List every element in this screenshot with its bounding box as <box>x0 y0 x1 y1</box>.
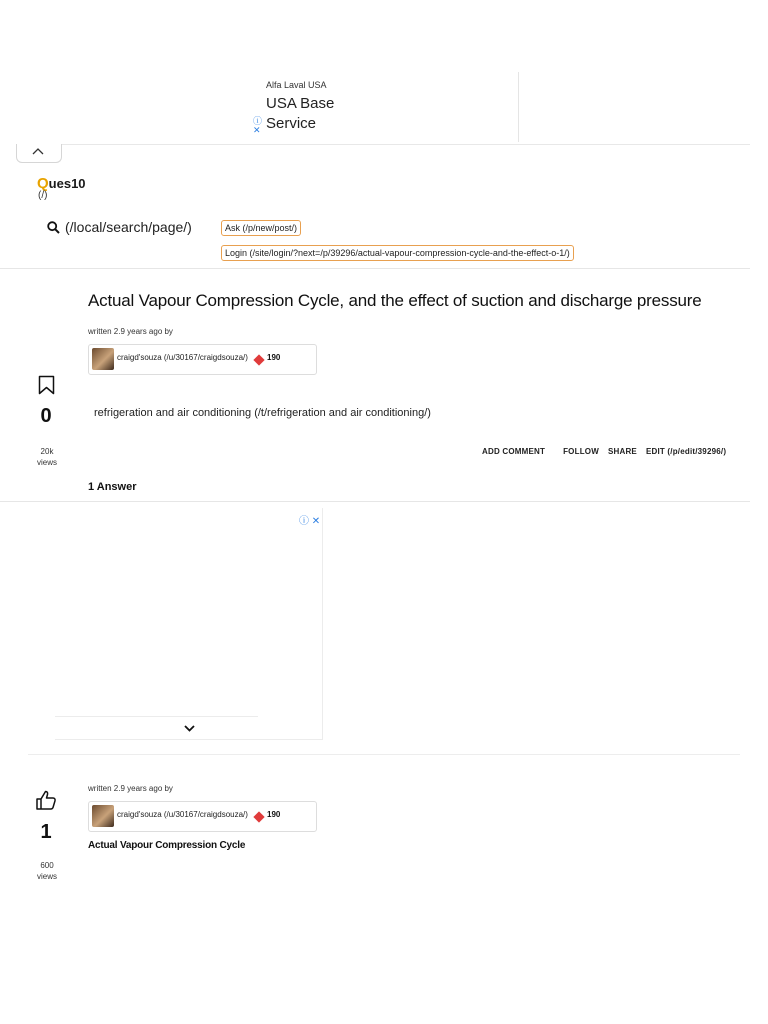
info-icon[interactable]: ⓘ <box>253 116 263 126</box>
login-link[interactable]: Login (/site/login/?next=/p/39296/actual-vapour-compression-cycle-and-the-effect-o-1/) <box>221 245 574 261</box>
views-label: views <box>36 458 57 467</box>
add-comment-button[interactable]: ADD COMMENT <box>482 447 546 456</box>
chevron-up-icon <box>32 147 44 155</box>
top-advertisement[interactable] <box>251 72 519 142</box>
search-label: (/local/search/page/) <box>65 219 192 235</box>
avatar[interactable] <box>92 805 114 827</box>
search-icon <box>47 221 60 234</box>
thumbs-up-icon[interactable] <box>35 789 57 811</box>
author-reputation: 190 <box>267 810 281 819</box>
ad-headline-line1: USA Base <box>266 95 335 112</box>
question-author-card[interactable] <box>88 344 317 375</box>
answer-views <box>27 860 67 882</box>
bookmark-icon[interactable] <box>38 375 55 395</box>
question-title: Actual Vapour Compression Cycle, and the effect of suction and discharge pressure <box>88 291 702 310</box>
answer-author-card[interactable] <box>88 801 317 832</box>
header-divider <box>0 268 750 269</box>
question-written-meta: written 2.9 years ago by <box>88 327 173 336</box>
author-name[interactable]: craigd'souza (/u/30167/craigdsouza/) <box>117 353 248 362</box>
collapse-ad-button[interactable] <box>16 144 62 163</box>
info-icon[interactable]: ⓘ <box>299 516 309 527</box>
reputation-diamond-icon <box>253 811 264 822</box>
logo-text: ues10 <box>48 176 86 191</box>
author-reputation: 190 <box>267 353 281 362</box>
question-views <box>27 446 67 468</box>
ad-divider <box>16 144 750 145</box>
chevron-down-icon <box>184 725 195 732</box>
follow-button[interactable]: FOLLOW <box>563 447 599 456</box>
close-icon[interactable]: ✕ <box>253 125 261 135</box>
close-icon[interactable]: ✕ <box>311 516 321 527</box>
answers-divider <box>0 501 750 502</box>
ad-headline[interactable] <box>266 94 334 134</box>
ad-controls <box>253 117 262 135</box>
views-count: 600 <box>40 861 54 870</box>
edit-link[interactable]: EDIT (/p/edit/39296/) <box>645 447 727 456</box>
views-count: 20k <box>40 447 54 456</box>
tag-link[interactable]: refrigeration and air conditioning (/t/refrigeration and air conditioning/) <box>94 407 431 419</box>
ad-expand-bar[interactable] <box>55 716 258 739</box>
share-button[interactable]: SHARE <box>607 447 637 456</box>
answer-body-title: Actual Vapour Compression Cycle <box>88 840 246 851</box>
ad-headline-line2: Service <box>266 115 317 132</box>
answer-divider <box>28 754 740 755</box>
answer-written-meta: written 2.9 years ago by <box>88 784 173 793</box>
logo-link[interactable]: (/) <box>38 190 48 201</box>
avatar[interactable] <box>92 348 114 370</box>
question-actions <box>482 447 735 456</box>
search-link[interactable] <box>47 219 192 235</box>
answer-vote-count: 1 <box>40 821 52 843</box>
answers-header: 1 Answer <box>88 481 137 493</box>
author-name[interactable]: craigd'souza (/u/30167/craigdsouza/) <box>117 810 248 819</box>
logo-q: Q <box>37 175 49 192</box>
reputation-diamond-icon <box>253 354 264 365</box>
ask-link[interactable]: Ask (/p/new/post/) <box>221 220 301 236</box>
middle-advertisement[interactable] <box>55 508 323 740</box>
ad-advertiser: Alfa Laval USA <box>266 80 327 90</box>
ad-controls <box>299 512 320 527</box>
views-label: views <box>36 872 57 881</box>
question-vote-count: 0 <box>40 405 52 427</box>
